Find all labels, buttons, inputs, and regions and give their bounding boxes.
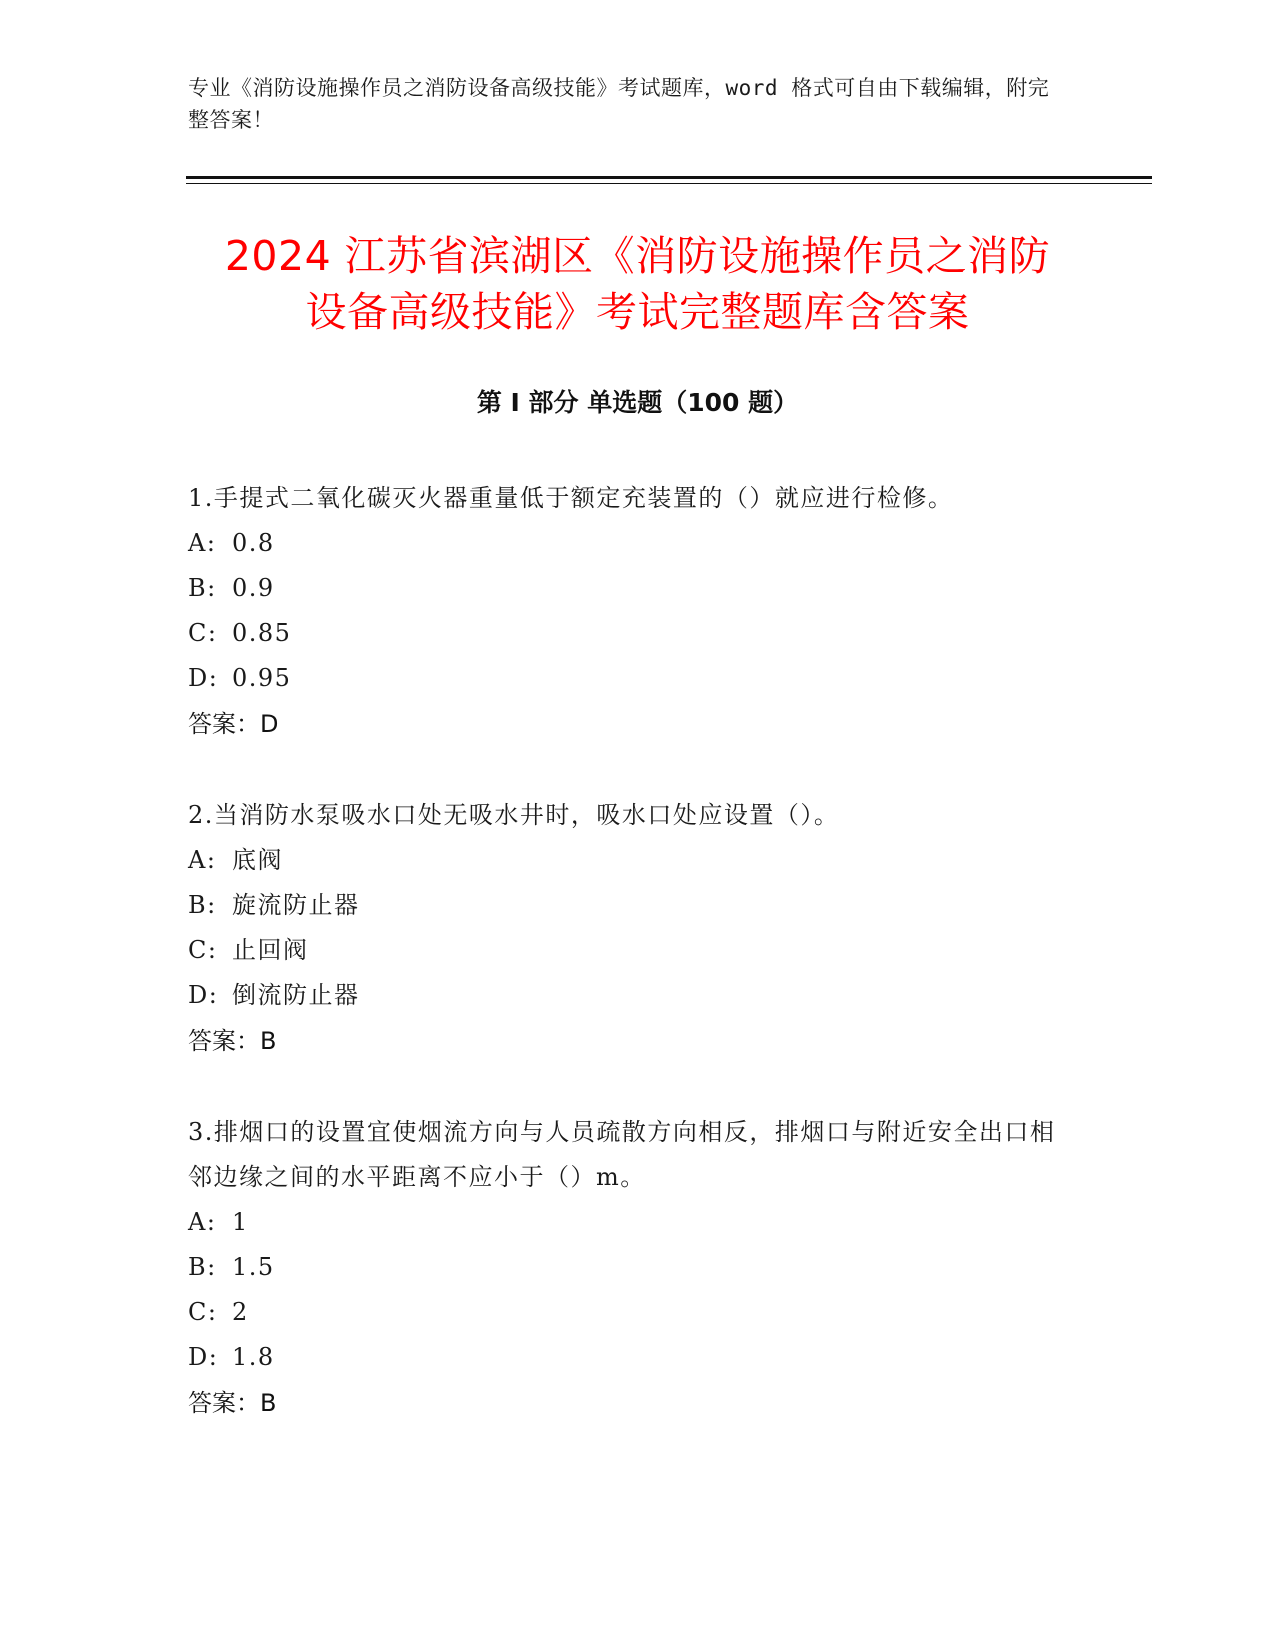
option-letter: C: xyxy=(188,619,218,647)
option-value: 底阀 xyxy=(232,846,283,874)
option-value: 1 xyxy=(232,1208,249,1236)
header-note: 专业《消防设施操作员之消防设备高级技能》考试题库，word 格式可自由下载编辑，附完整答案！ xyxy=(188,76,1050,132)
option-letter: A: xyxy=(188,1208,217,1236)
option-value: 旋流防止器 xyxy=(232,891,360,919)
document-title-line-1: 2024 江苏省滨湖区《消防设施操作员之消防 xyxy=(224,232,1051,280)
answer-text: 答案：D xyxy=(188,710,279,738)
section-title: 第 I 部分 单选题（100 题） xyxy=(476,388,799,417)
option-b xyxy=(188,566,1068,611)
option-value: 2 xyxy=(232,1298,249,1326)
option-d xyxy=(188,1335,1068,1380)
option-value: 0.95 xyxy=(232,664,292,692)
question-item xyxy=(188,476,1068,747)
option-d xyxy=(188,973,1068,1018)
question-text: 2.当消防水泵吸水口处无吸水井时，吸水口处应设置（）。 xyxy=(188,801,840,829)
option-a xyxy=(188,838,1068,883)
question-text: 3.排烟口的设置宜使烟流方向与人员疏散方向相反，排烟口与附近安全出口相邻边缘之间的水平距离不应小于（）m。 xyxy=(188,1118,1056,1191)
option-letter: C: xyxy=(188,1298,218,1326)
document-title-line-2: 设备高级技能》考试完整题库含答案 xyxy=(305,288,970,336)
option-c xyxy=(188,928,1068,973)
option-b xyxy=(188,883,1068,928)
option-letter: C: xyxy=(188,936,218,964)
question-item xyxy=(188,793,1068,1064)
option-d xyxy=(188,656,1068,701)
option-letter: D: xyxy=(188,664,219,692)
option-letter: B: xyxy=(188,1253,217,1281)
option-letter: A: xyxy=(188,529,217,557)
option-b xyxy=(188,1245,1068,1290)
option-value: 0.8 xyxy=(232,529,275,557)
option-value: 1.8 xyxy=(232,1343,275,1371)
question-item xyxy=(188,1110,1068,1426)
option-letter: D: xyxy=(188,1343,219,1371)
question-list xyxy=(188,476,1068,1472)
option-value: 0.85 xyxy=(232,619,292,647)
option-value: 止回阀 xyxy=(232,936,309,964)
option-letter: B: xyxy=(188,891,217,919)
document-title xyxy=(150,228,1125,340)
option-value: 1.5 xyxy=(232,1253,275,1281)
option-value: 倒流防止器 xyxy=(232,981,360,1009)
answer-text: 答案：B xyxy=(188,1027,277,1055)
option-c xyxy=(188,1290,1068,1335)
option-value: 0.9 xyxy=(232,574,275,602)
option-a xyxy=(188,1200,1068,1245)
option-c xyxy=(188,611,1068,656)
option-letter: D: xyxy=(188,981,219,1009)
header-rule-thick xyxy=(186,176,1152,179)
option-a xyxy=(188,521,1068,566)
answer-text: 答案：B xyxy=(188,1389,277,1417)
option-letter: B: xyxy=(188,574,217,602)
option-letter: A: xyxy=(188,846,217,874)
question-text: 1.手提式二氧化碳灭火器重量低于额定充装置的（）就应进行检修。 xyxy=(188,484,954,512)
header-rule-thin xyxy=(186,183,1152,184)
